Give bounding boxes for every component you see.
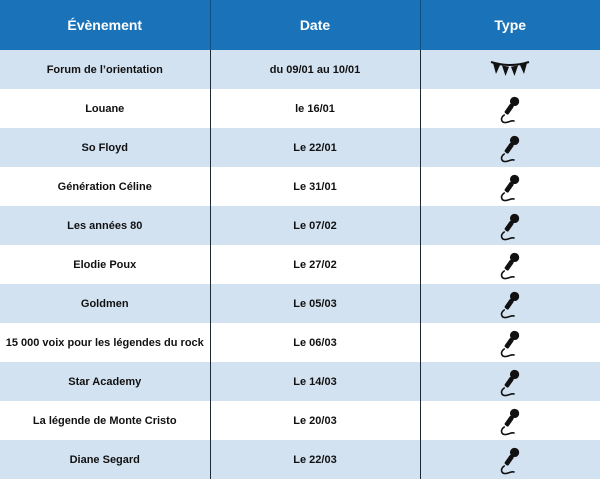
event-name: Forum de l’orientation (0, 50, 210, 89)
table-row (0, 401, 600, 440)
event-type (420, 284, 600, 323)
event-name: Elodie Poux (0, 245, 210, 284)
event-name: La légende de Monte Cristo (0, 401, 210, 440)
event-type (420, 206, 600, 245)
event-date: Le 27/02 (210, 245, 420, 284)
table-row (0, 440, 600, 479)
microphone-icon (421, 250, 600, 280)
column-header-type: Type (420, 0, 600, 50)
event-name: Louane (0, 89, 210, 128)
event-date: du 09/01 au 10/01 (210, 50, 420, 89)
microphone-icon (421, 211, 600, 241)
table-row (0, 284, 600, 323)
table-row (0, 245, 600, 284)
event-name: Diane Segard (0, 440, 210, 479)
table-row (0, 362, 600, 401)
header-row (0, 0, 600, 50)
table-body (0, 50, 600, 479)
event-date: Le 22/01 (210, 128, 420, 167)
event-date: Le 22/03 (210, 440, 420, 479)
event-date: Le 31/01 (210, 167, 420, 206)
microphone-icon (421, 406, 600, 436)
microphone-icon (421, 367, 600, 397)
event-type (420, 167, 600, 206)
event-name: Goldmen (0, 284, 210, 323)
microphone-icon (421, 172, 600, 202)
column-header-event: Évènement (0, 0, 210, 50)
microphone-icon (421, 445, 600, 475)
event-type (420, 401, 600, 440)
table-row (0, 89, 600, 128)
table-row (0, 128, 600, 167)
event-date: Le 14/03 (210, 362, 420, 401)
table-row (0, 206, 600, 245)
event-date: Le 07/02 (210, 206, 420, 245)
event-date: le 16/01 (210, 89, 420, 128)
event-name: Star Academy (0, 362, 210, 401)
event-type (420, 128, 600, 167)
event-date: Le 05/03 (210, 284, 420, 323)
table-header (0, 0, 600, 50)
event-type (420, 362, 600, 401)
event-date: Le 20/03 (210, 401, 420, 440)
event-type (420, 323, 600, 362)
event-type (420, 50, 600, 89)
event-name: So Floyd (0, 128, 210, 167)
event-name: Génération Céline (0, 167, 210, 206)
microphone-icon (421, 94, 600, 124)
event-type (420, 245, 600, 284)
table-row (0, 167, 600, 206)
microphone-icon (421, 328, 600, 358)
bunting-icon (421, 59, 600, 81)
event-type (420, 440, 600, 479)
table-row (0, 50, 600, 89)
event-date: Le 06/03 (210, 323, 420, 362)
event-name: Les années 80 (0, 206, 210, 245)
table-row (0, 323, 600, 362)
event-type (420, 89, 600, 128)
microphone-icon (421, 289, 600, 319)
event-name: 15 000 voix pour les légendes du rock (0, 323, 210, 362)
column-header-date: Date (210, 0, 420, 50)
microphone-icon (421, 133, 600, 163)
